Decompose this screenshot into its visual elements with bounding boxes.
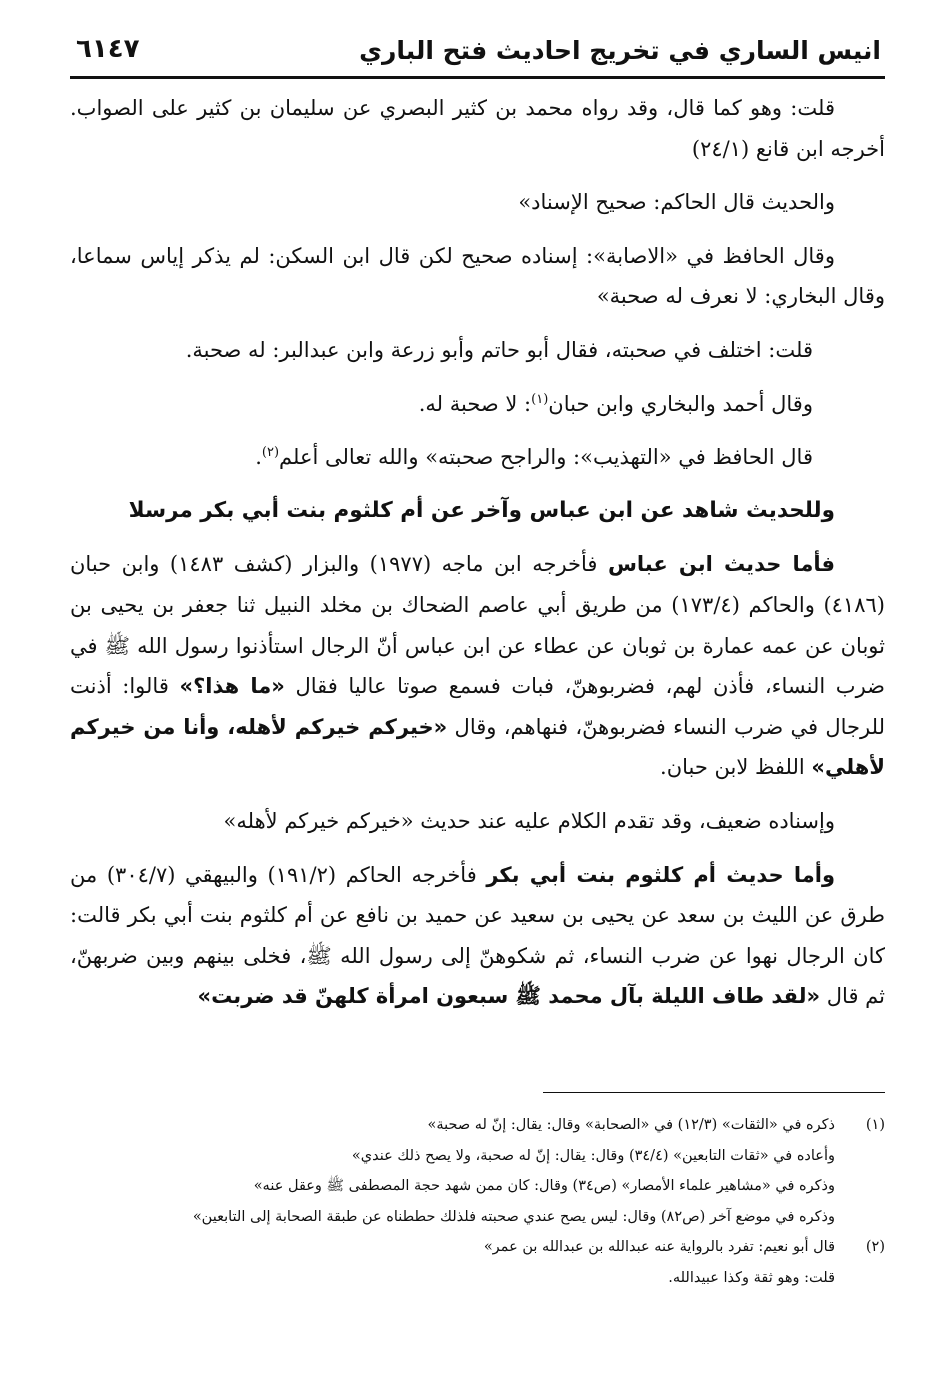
footnote-line: وذكره في «مشاهير علماء الأمصار» (ص٣٤) وقال: كان ممن شهد حجة المصطفى ﷺ وعقل عنه» [253, 1178, 835, 1194]
footnote-line: وذكره في موضع آخر (ص٨٢) وقال: ليس يصح عندي صحبته فلذلك حططناه عن طبقة الصحابة إلى التابعين» [192, 1208, 835, 1225]
footnote-line: وأعاده في «ثقات التابعين» (٣٤/٤) وقال: يقال: إنّ له صحبة، ولا يصح ذلك عندي» [351, 1147, 835, 1164]
footnote-line: ذكره في «الثقات» (١٢/٣) في «الصحابة» وقال: يقال: إنّ له صحبة» [427, 1117, 835, 1133]
footnotes [70, 1110, 885, 1293]
page-header [70, 26, 885, 79]
paragraph [70, 855, 885, 1017]
page-number: ٦١٤٧ [76, 34, 140, 64]
footnote-ref-1: (١) [531, 391, 549, 407]
paragraph-text: فأخرجه الحاكم (١٩١/٢) والبيهقي (٣٠٤/٧) من طرق عن الليث بن سعد عن يحيى بن سعيد عن حميد بن نافع عن أم كلثوم بنت أبي بكر قالت: كان الرجال نهوا عن ضرب النساء، ثم شكوهنّ إلى رسول الله ﷺ، فخلى بينهم وبين ضربهنّ، ثم قال [70, 862, 885, 1009]
paragraph [70, 384, 885, 425]
footnote-ref-2: (٢) [261, 445, 280, 461]
paragraph-text: اللفظ لابن حبان. [660, 755, 812, 780]
footnote-number: (١) [865, 1117, 885, 1133]
paragraph: قلت: اختلف في صحبته، فقال أبو حاتم وأبو زرعة وابن عبدالبر: له صحبة. [185, 337, 813, 362]
paragraph-text: : لا صحبة له. [418, 391, 532, 416]
main-text [70, 88, 885, 1030]
hadith-quote: «خيركم خيركم لأهله، وأنا من خيركم لأهلي» [70, 714, 885, 780]
lead-phrase: وأما حديث أم كلثوم بنت أبي بكر [486, 862, 836, 887]
paragraph-text: . [255, 445, 262, 470]
section-heading: وللحديث شاهد عن ابن عباس وآخر عن أم كلثوم بنت أبي بكر مرسلا [128, 497, 835, 523]
paragraph: قلت: وهو كما قال، وقد رواه محمد بن كثير البصري عن سليمان بن كثير على الصواب. أخرجه ابن قانع (٢٤/١) [70, 96, 885, 161]
footnote-line: قال أبو نعيم: تفرد بالرواية عنه عبدالله بن عبدالله بن عمر» [483, 1239, 835, 1255]
paragraph [70, 437, 885, 478]
hadith-quote: «ما هذا؟» [179, 674, 285, 699]
footnote-1 [70, 1110, 885, 1232]
book-page [70, 26, 885, 1366]
paragraph-text: قال الحافظ في «التهذيب»: والراجح صحبته» والله تعالى أعلم [279, 445, 813, 470]
hadith-quote: «لقد طاف الليلة بآل محمد ﷺ سبعون امرأة كلهنّ قد ضربت» [197, 984, 821, 1009]
paragraph-text: وقال أحمد والبخاري وابن حبان [548, 391, 813, 416]
paragraph-text: فأخرجه ابن ماجه (١٩٧٧) والبزار (كشف ١٤٨٣) وابن حبان (٤١٨٦) والحاكم (١٧٣/٤) من طريق أبي عاصم الضحاك بن مخلد النبيل ثنا جعفر بن يحيى بن ثوبان عن عمه عمارة بن ثوبان عن عطاء عن ابن عباس أنّ الرجال استأذنوا رسول الله ﷺ في ضرب النساء، فأذن لهم، فضربوهنّ، فبات فسمع صوتا عاليا فقال [70, 552, 885, 699]
footnote-body [70, 1110, 835, 1232]
lead-phrase: فأما حديث ابن عباس [607, 552, 835, 577]
footnote-body [70, 1232, 835, 1293]
footnote-number: (٢) [865, 1239, 885, 1255]
footnote-2 [70, 1232, 885, 1293]
paragraph: وإسناده ضعيف، وقد تقدم الكلام عليه عند حديث «خيركم خيركم لأهله» [223, 808, 835, 833]
paragraph-text: قالوا: أذنت للرجال في ضرب النساء فضربوهنّ، فنهاهم، وقال [70, 674, 885, 739]
paragraph [70, 544, 885, 788]
paragraph: والحديث قال الحاكم: صحيح الإسناد» [518, 190, 835, 215]
footnote-divider [543, 1092, 885, 1093]
paragraph: وقال الحافظ في «الاصابة»: إسناده صحيح لكن قال ابن السكن: لم يذكر إياس سماعا، وقال البخاري: لا نعرف له صحبة» [70, 243, 885, 309]
running-title: انيس الساري في تخريج احاديث فتح الباري [359, 36, 881, 65]
footnote-line: قلت: وهو ثقة وكذا عبيدالله. [668, 1269, 835, 1286]
